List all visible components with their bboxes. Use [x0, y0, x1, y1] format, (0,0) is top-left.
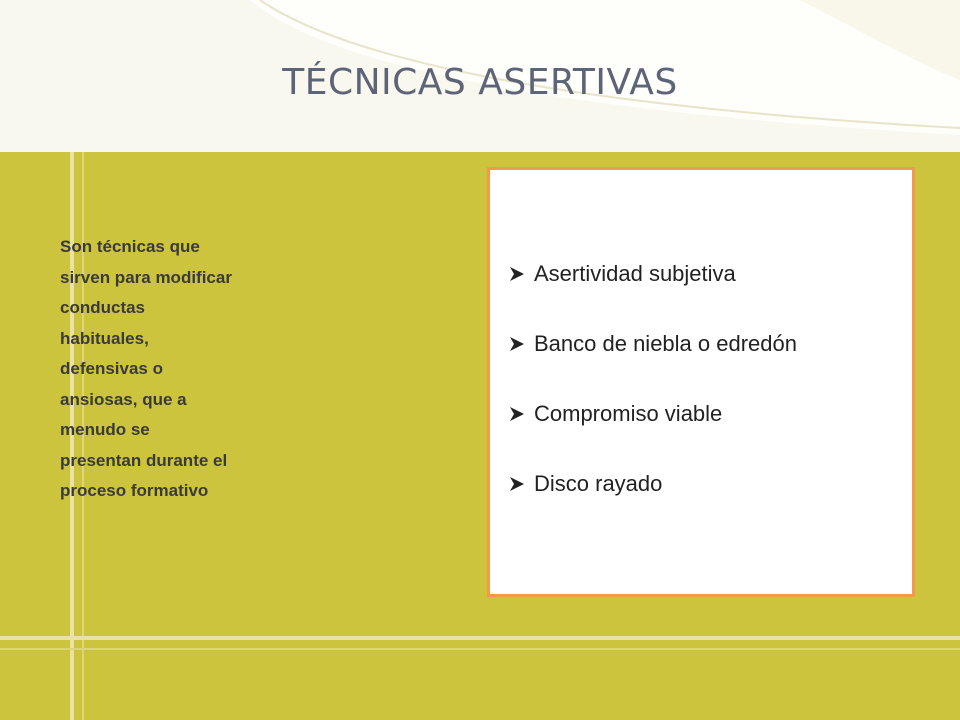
description-line: conductas [60, 298, 146, 317]
description-line: defensivas o [60, 359, 163, 378]
techniques-card [487, 167, 915, 597]
technique-label: Disco rayado [534, 471, 663, 496]
decorative-horizontal-line [0, 648, 960, 650]
description-line: ansiosas, que a [60, 389, 187, 409]
technique-item [504, 260, 797, 288]
technique-label: Asertividad subjetiva [534, 261, 736, 286]
description-line: sirven para modificar [60, 267, 232, 287]
description-line: habituales, [60, 328, 149, 348]
arrowhead-bullet-icon [504, 334, 534, 354]
decorative-horizontal-line [0, 636, 960, 640]
description-line: proceso formativo [60, 481, 209, 500]
techniques-list [504, 260, 797, 540]
arrowhead-bullet-icon [504, 404, 534, 424]
header-band [0, 0, 960, 152]
slide-title: TÉCNICAS ASERTIVAS [282, 62, 678, 103]
description-line: presentan durante el [60, 450, 228, 470]
technique-label: Compromiso viable [534, 401, 723, 426]
technique-item [504, 470, 797, 498]
arrowhead-bullet-icon [504, 474, 534, 494]
technique-item [504, 330, 797, 358]
description-text [60, 232, 320, 507]
description-line: Son técnicas que [60, 237, 200, 256]
technique-item [504, 400, 797, 428]
technique-label: Banco de niebla o edredón [534, 331, 797, 356]
arrowhead-bullet-icon [504, 264, 534, 284]
description-line: menudo se [60, 420, 150, 439]
